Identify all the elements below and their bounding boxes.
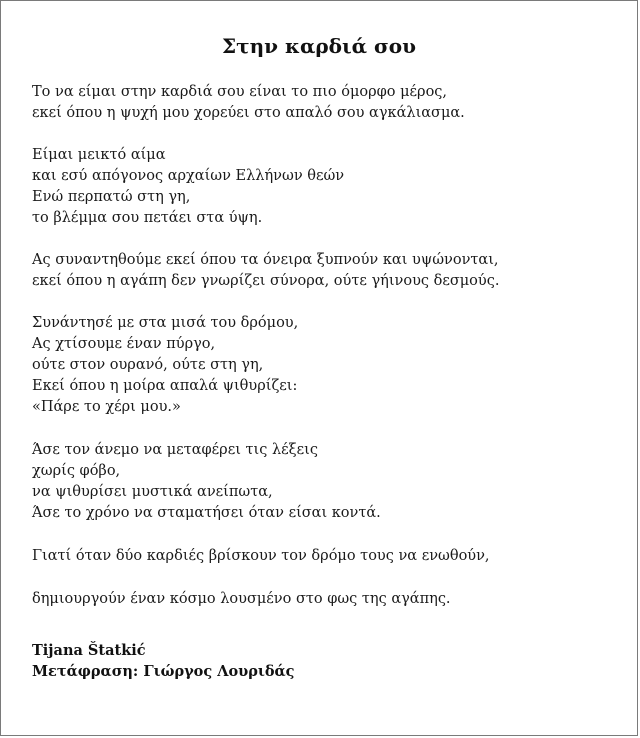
poem-line: Ας χτίσουμε έναν πύργο, — [32, 336, 216, 352]
author-name: Tijana Štatkić — [32, 642, 146, 659]
poem-line: εκεί όπου η αγάπη δεν γνωρίζει σύνορα, ούτε γήινους δεσμούς. — [32, 273, 500, 289]
stanza-break — [32, 524, 622, 546]
poem-line: Το να είμαι στην καρδιά σου είναι το πιο όμορφο μέρος, — [32, 84, 448, 100]
poem-line: «Πάρε το χέρι μου.» — [32, 399, 181, 415]
poem-line: και εσύ απόγονος αρχαίων Ελλήνων θεών — [32, 168, 345, 184]
poem-line: ούτε στον ουρανό, ούτε στη γη, — [32, 357, 264, 373]
stanza-break — [32, 229, 622, 250]
stanza-break — [32, 567, 622, 589]
poem-line: Είμαι μεικτό αίμα — [32, 147, 166, 163]
poem-line: Άσε το χρόνο να σταματήσει όταν είσαι κοντά. — [32, 505, 381, 521]
poem-line: Εκεί όπου η μοίρα απαλά ψιθυρίζει: — [32, 378, 298, 394]
poem-line: χωρίς φόβο, — [32, 463, 121, 479]
poem-line: Γιατί όταν δύο καρδιές βρίσκουν τον δρόμο τους να ενωθούν, — [32, 548, 490, 564]
poem-line: το βλέμμα σου πετάει στα ύψη. — [32, 210, 263, 226]
poem-line: δημιουργούν έναν κόσμο λουσμένο στο φως της αγάπης. — [32, 591, 451, 607]
poem-line: Άσε τον άνεμο να μεταφέρει τις λέξεις — [32, 442, 318, 458]
stanza-break — [32, 418, 622, 440]
poem-line: Ενώ περπατώ στη γη, — [32, 189, 191, 205]
poem-title: Στην καρδιά σου — [222, 34, 416, 58]
poem-line: να ψιθυρίσει μυστικά ανείπωτα, — [32, 484, 273, 500]
poem-credits — [32, 640, 622, 682]
poem-line: Ας συναντηθούμε εκεί όπου τα όνειρα ξυπνούν και υψώνονται, — [32, 252, 499, 268]
poem-line: Συνάντησέ με στα μισά του δρόμου, — [32, 315, 299, 331]
translator-credit: Μετάφραση: Γιώργος Λουριδάς — [32, 663, 295, 680]
stanza-break — [32, 124, 622, 145]
stanza-break — [32, 292, 622, 313]
poem-body — [32, 82, 622, 610]
poem-line: εκεί όπου η ψυχή μου χορεύει στο απαλό σου αγκάλιασμα. — [32, 105, 465, 121]
